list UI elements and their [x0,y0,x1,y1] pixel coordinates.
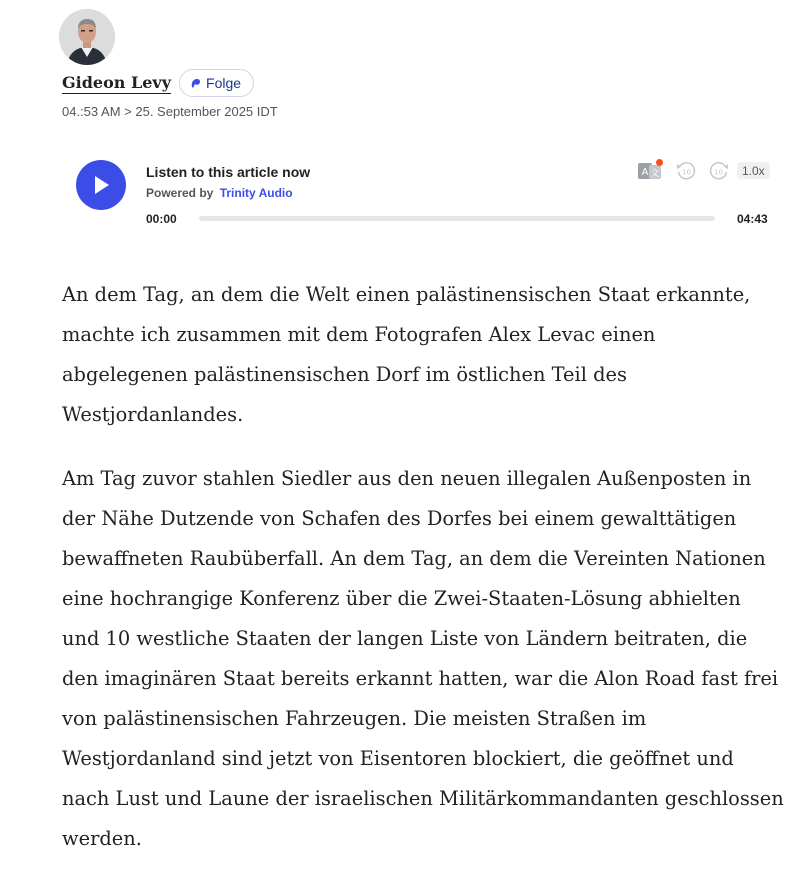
svg-text:A: A [641,167,649,178]
follow-icon [190,77,202,89]
powered-by-brand-link[interactable]: Trinity Audio [219,186,293,200]
follow-button[interactable] [179,69,254,97]
play-icon [92,175,110,195]
svg-text:文: 文 [650,169,660,179]
powered-by-label: Powered by [146,186,214,200]
rewind-10-icon [676,161,696,181]
article-body [62,275,784,883]
author-row [62,69,254,97]
audio-player [76,158,776,234]
author-avatar[interactable] [59,9,115,65]
rewind-10-button[interactable] [675,160,697,182]
time-current: 00:00 [146,212,177,226]
play-button[interactable] [76,160,126,210]
powered-by [146,186,293,200]
author-photo-icon [59,9,115,65]
translate-notification-dot [656,159,663,166]
player-title: Listen to this article now [146,164,311,180]
progress-bar[interactable] [199,216,715,221]
forward-10-button[interactable] [708,160,730,182]
follow-label: Folge [206,75,242,91]
forward-10-icon [709,161,729,181]
author-name-link[interactable]: Gideon Levy [62,72,172,92]
time-total: 04:43 [737,212,768,226]
article-paragraph: An dem Tag, an dem die Welt einen palästinensischen Staat erkannte, machte ich zusammen mit dem Fotografen Alex Levac einen abgelegenen palästinensischen Dorf im östlichen Teil des Westjordanlandes. [62,283,751,426]
translate-button[interactable] [637,160,663,182]
publish-dateline: 04.:53 AM > 25. September 2025 IDT [62,104,278,119]
playback-speed-button[interactable]: 1.0x [737,162,770,179]
svg-text:10: 10 [682,168,691,177]
article-paragraph: Am Tag zuvor stahlen Siedler aus den neuen illegalen Außenposten in der Nähe Dutzende von Schafen des Dorfes bei einem gewalttätigen bewaffneten Raubüberfall. An dem Tag, an dem die Vereinten Nationen eine hochrangige Konferenz über die Zwei-Staaten-Lösung abhielten und 10 westliche Staaten der langen Liste von Ländern beitraten, die den imaginären Staat bereits erkannt hatten, war die Alon Road fast frei von palästinensischen Fahrzeugen. Die meisten Straßen im Westjordanland sind jetzt von Eisentoren blockiert, die geöffnet und nach Lust und Laune der israelischen Militärkommandanten geschlossen werden. [62,467,784,850]
svg-text:10: 10 [714,168,723,177]
